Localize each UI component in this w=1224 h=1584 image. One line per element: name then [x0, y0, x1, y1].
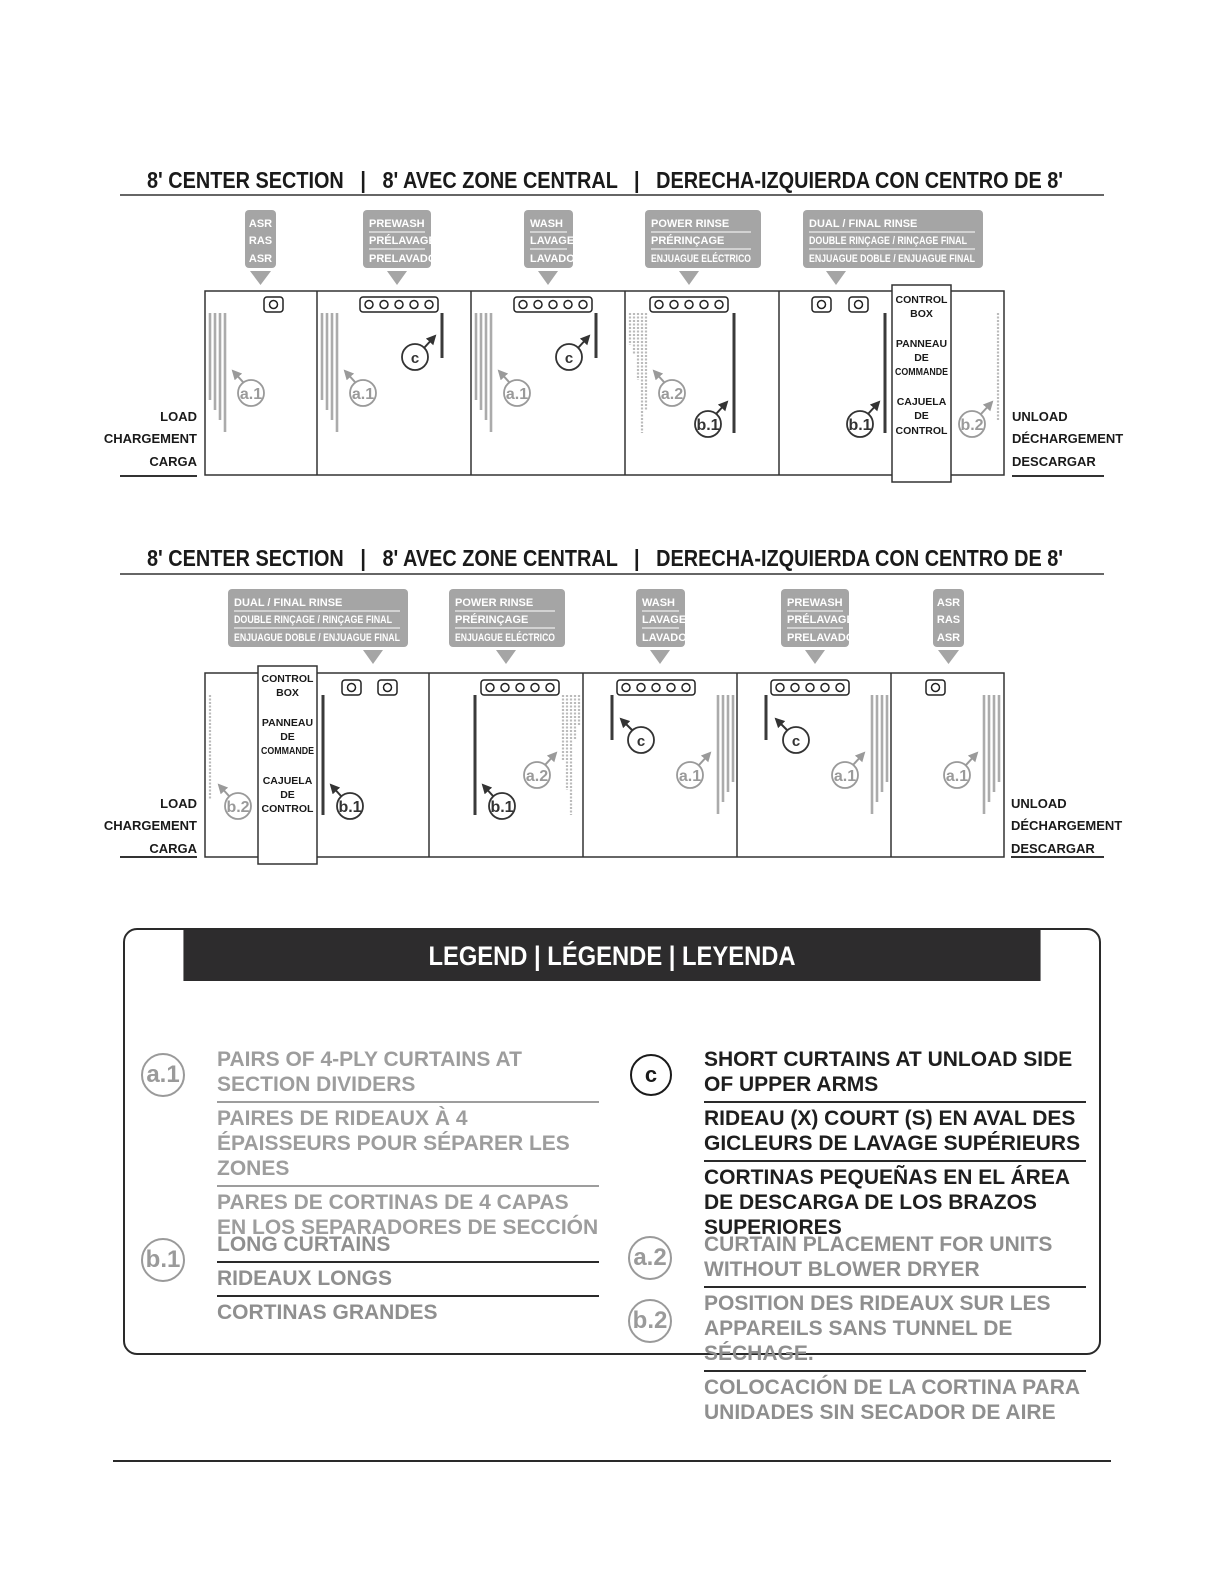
zone-tag-prewash [781, 589, 855, 664]
svg-text:PRÉLAVAGE: PRÉLAVAGE [369, 235, 436, 247]
svg-text:a.2: a.2 [525, 768, 549, 785]
svg-text:PREWASH: PREWASH [369, 218, 425, 230]
legend-text-fr: PAIRES DE RIDEAUX À 4 ÉPAISSEURS POUR SÉPARER LES ZONES [217, 1103, 599, 1187]
svg-text:LAVADO: LAVADO [530, 253, 575, 265]
svg-text:b.1: b.1 [696, 417, 720, 434]
svg-text:UNLOAD: UNLOAD [1012, 409, 1068, 424]
zone-tag-dual-final-rinse [803, 210, 983, 285]
svg-text:POWER RINSE: POWER RINSE [455, 597, 534, 609]
svg-text:ASR: ASR [936, 597, 961, 609]
svg-text:ENJUAGUE DOBLE / ENJUAGUE FINA: ENJUAGUE DOBLE / ENJUAGUE FINAL [234, 632, 401, 644]
zone-tag-wash [524, 210, 575, 285]
svg-text:COMMANDE: COMMANDE [895, 366, 948, 378]
curtains [210, 313, 998, 433]
svg-text:PRÉRINÇAGE: PRÉRINÇAGE [651, 235, 725, 247]
svg-text:CONTROL: CONTROL [261, 803, 314, 815]
badge-c [776, 719, 809, 753]
legend-text-en: PAIRS OF 4-PLY CURTAINS AT SECTION DIVIDERS [217, 1044, 599, 1103]
badge-a1 [499, 371, 530, 406]
svg-text:CONTROL: CONTROL [895, 294, 948, 306]
svg-text:DUAL / FINAL RINSE: DUAL / FINAL RINSE [234, 597, 343, 609]
svg-text:c: c [564, 350, 574, 367]
load-label [104, 796, 198, 857]
legend-text-fr: RIDEAUX LONGS [217, 1263, 599, 1297]
zone-tag-power-rinse [449, 589, 583, 664]
svg-text:PRÉRINÇAGE: PRÉRINÇAGE [455, 614, 529, 626]
curtains [210, 695, 999, 815]
diagram-2-title: 8' CENTER SECTION | 8' AVEC ZONE CENTRAL | DERECHA-IZQUIERDA CON CENTRO DE 8' [147, 545, 1063, 571]
svg-text:DÉCHARGEMENT: DÉCHARGEMENT [1011, 818, 1123, 833]
svg-text:a.1: a.1 [239, 386, 263, 403]
svg-text:CONTROL: CONTROL [895, 425, 948, 437]
svg-text:RAS: RAS [248, 235, 273, 247]
svg-text:PRELAVADO: PRELAVADO [787, 632, 855, 644]
svg-text:b.1: b.1 [490, 799, 514, 816]
svg-text:BOX: BOX [276, 687, 299, 699]
svg-text:DE: DE [914, 352, 929, 364]
svg-text:LOAD: LOAD [160, 409, 197, 424]
svg-text:c: c [636, 733, 646, 750]
svg-text:DE: DE [914, 410, 929, 422]
legend-text-es: COLOCACIÓN DE LA CORTINA PARA UNIDADES SIN SECADOR DE AIRE [704, 1376, 1080, 1424]
legend-badge-c: c [630, 1054, 672, 1096]
zone-tag-dual-final-rinse [228, 589, 408, 664]
badge-a1 [345, 371, 376, 406]
svg-text:RAS: RAS [936, 614, 961, 626]
legend-text-es: CORTINAS PEQUEÑAS EN EL ÁREA DE DESCARGA DE LOS BRAZOS SUPERIORES [704, 1166, 1070, 1239]
badge-b1 [483, 785, 515, 819]
svg-text:ENJUAGUE ELÉCTRICO: ENJUAGUE ELÉCTRICO [651, 253, 779, 265]
svg-text:DESCARGAR: DESCARGAR [1011, 841, 1095, 856]
zone-tag-prewash [363, 210, 437, 285]
svg-text:PRÉLAVAGE: PRÉLAVAGE [787, 614, 854, 626]
badge-b1 [695, 402, 727, 437]
svg-text:LAVAGE: LAVAGE [642, 614, 687, 626]
badge-a1 [233, 371, 264, 406]
svg-text:ENJUAGUE ELÉCTRICO: ENJUAGUE ELÉCTRICO [455, 632, 583, 644]
svg-text:WASH: WASH [642, 597, 675, 609]
badge-b1 [847, 402, 879, 437]
svg-text:WASH: WASH [530, 218, 563, 230]
legend-text-fr: RIDEAU (X) COURT (S) EN AVAL DES GICLEURS DE LAVAGE SUPÉRIEURS [704, 1103, 1086, 1162]
svg-text:b.1: b.1 [848, 417, 872, 434]
svg-text:PRELAVADO: PRELAVADO [369, 253, 437, 265]
svg-text:DE: DE [280, 731, 295, 743]
svg-text:BOX: BOX [910, 308, 933, 320]
svg-text:DOUBLE RINÇAGE / RINÇAGE FINAL: DOUBLE RINÇAGE / RINÇAGE FINAL [234, 614, 393, 626]
badge-a1 [677, 753, 710, 788]
svg-text:CHARGEMENT: CHARGEMENT [103, 431, 197, 446]
zone-tag-power-rinse [645, 210, 779, 285]
svg-text:PANNEAU: PANNEAU [895, 338, 948, 350]
legend-text-fr: POSITION DES RIDEAUX SUR LES APPAREILS SANS TUNNEL DE SÉCHAGE. [704, 1288, 1086, 1372]
legend-badge-b1: b.1 [141, 1238, 185, 1282]
zone-tag-wash [636, 589, 687, 664]
svg-text:LAVAGE: LAVAGE [530, 235, 575, 247]
svg-text:b.2: b.2 [960, 417, 984, 434]
svg-text:a.1: a.1 [351, 386, 375, 403]
badge-c [621, 719, 654, 753]
control-box [892, 285, 951, 482]
legend-badge-b2: b.2 [628, 1299, 672, 1343]
legend-badge-a1: a.1 [141, 1053, 185, 1097]
legend-text-en: CURTAIN PLACEMENT FOR UNITS WITHOUT BLOWER DRYER [704, 1229, 1086, 1288]
svg-text:DE: DE [280, 789, 295, 801]
svg-text:b.2: b.2 [226, 799, 250, 816]
svg-text:PREWASH: PREWASH [787, 597, 843, 609]
svg-text:b.1: b.1 [338, 799, 362, 816]
svg-text:POWER RINSE: POWER RINSE [651, 218, 730, 230]
badge-c [556, 336, 589, 370]
zone-tag-asr [245, 210, 276, 285]
badge-c [402, 336, 435, 370]
badge-b2 [959, 402, 992, 437]
load-label [104, 409, 198, 476]
spray-indicators [264, 297, 868, 312]
legend [123, 928, 1101, 1424]
svg-text:CAJUELA: CAJUELA [262, 775, 313, 787]
legend-text-en: SHORT CURTAINS AT UNLOAD SIDE OF UPPER ARMS [704, 1044, 1086, 1103]
spray-indicators [342, 680, 945, 695]
diagram-1 [104, 167, 1123, 482]
svg-text:CHARGEMENT: CHARGEMENT [103, 818, 197, 833]
badge-b2 [219, 785, 251, 819]
svg-text:LOAD: LOAD [160, 796, 197, 811]
svg-text:CARGA: CARGA [149, 841, 197, 856]
footer-rule [113, 1460, 1111, 1462]
svg-text:c: c [791, 733, 801, 750]
legend-badge-a2: a.2 [628, 1236, 672, 1280]
svg-text:DUAL / FINAL RINSE: DUAL / FINAL RINSE [809, 218, 918, 230]
unload-label [1012, 409, 1123, 476]
legend-title: LEGEND | LÉGENDE | LEYENDA [183, 930, 1040, 981]
svg-text:a.1: a.1 [945, 768, 969, 785]
svg-text:DESCARGAR: DESCARGAR [1012, 454, 1096, 469]
svg-text:CAJUELA: CAJUELA [896, 396, 947, 408]
svg-text:a.1: a.1 [833, 768, 857, 785]
legend-text-es: CORTINAS GRANDES [217, 1301, 438, 1324]
unload-label [1011, 796, 1122, 857]
badge-a1 [832, 753, 864, 788]
svg-text:DOUBLE RINÇAGE / RINÇAGE FINAL: DOUBLE RINÇAGE / RINÇAGE FINAL [809, 235, 968, 247]
legend-text-es: PARES DE CORTINAS DE 4 CAPAS EN LOS SEPARADORES DE SECCIÓN [217, 1191, 599, 1239]
svg-text:ASR: ASR [248, 218, 273, 230]
svg-text:a.2: a.2 [660, 386, 684, 403]
svg-text:ASR: ASR [936, 632, 961, 644]
svg-text:a.1: a.1 [505, 386, 529, 403]
badge-a2 [524, 753, 556, 788]
badge-a1 [944, 753, 977, 788]
svg-text:c: c [410, 350, 420, 367]
svg-text:DÉCHARGEMENT: DÉCHARGEMENT [1012, 431, 1124, 446]
diagram-2 [104, 545, 1122, 864]
diagram-1-title: 8' CENTER SECTION | 8' AVEC ZONE CENTRAL | DERECHA-IZQUIERDA CON CENTRO DE 8' [147, 167, 1063, 193]
svg-text:ENJUAGUE DOBLE / ENJUAGUE FINA: ENJUAGUE DOBLE / ENJUAGUE FINAL [809, 253, 976, 265]
badge-b1 [331, 785, 363, 819]
svg-text:CARGA: CARGA [149, 454, 197, 469]
badge-a2 [654, 371, 685, 406]
svg-text:COMMANDE: COMMANDE [261, 745, 314, 757]
control-box [258, 666, 317, 864]
zone-tag-asr [933, 589, 964, 664]
svg-text:LAVADO: LAVADO [642, 632, 687, 644]
legend-text-en: LONG CURTAINS [217, 1229, 599, 1263]
svg-text:PANNEAU: PANNEAU [261, 717, 314, 729]
svg-text:a.1: a.1 [678, 768, 702, 785]
svg-text:UNLOAD: UNLOAD [1011, 796, 1067, 811]
svg-text:ASR: ASR [248, 253, 273, 265]
svg-text:CONTROL: CONTROL [261, 673, 314, 685]
